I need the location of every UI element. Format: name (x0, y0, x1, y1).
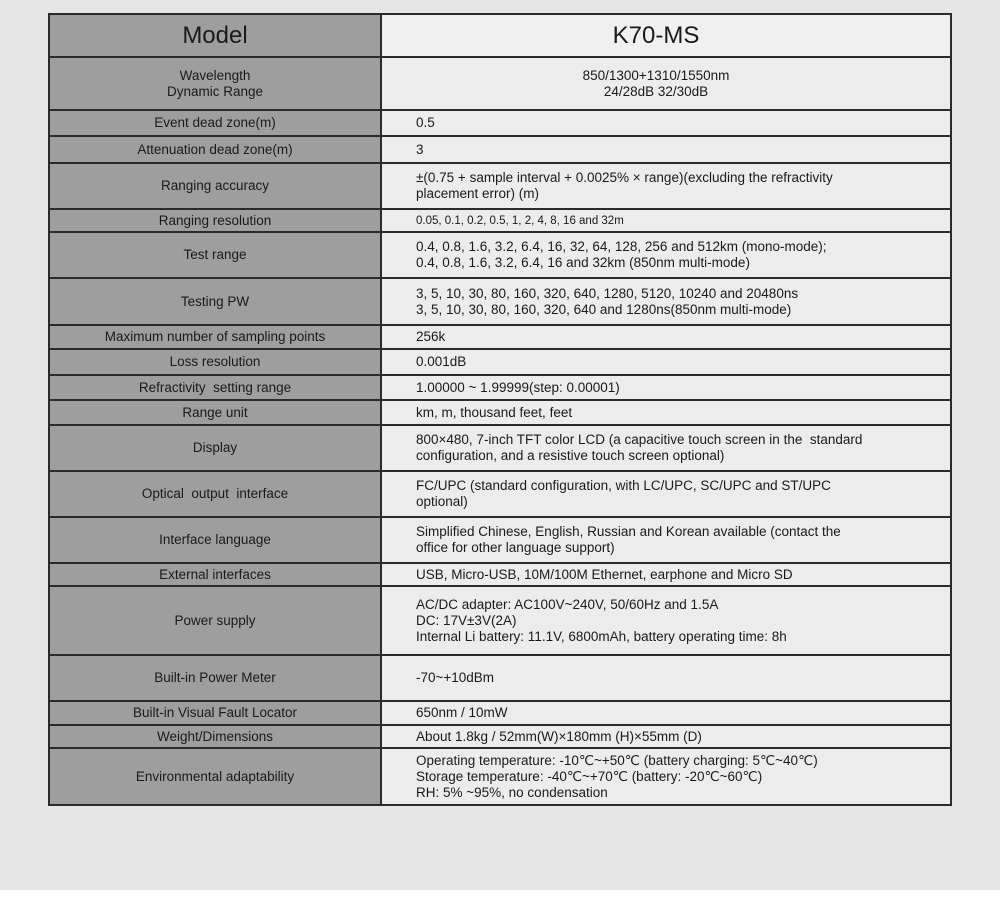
row-value (381, 375, 951, 400)
row-value (381, 209, 951, 232)
value-line: configuration, and a resistive touch screen optional) (416, 448, 725, 463)
row-value (381, 725, 951, 748)
value-line: 1.00000 ~ 1.99999(step: 0.00001) (416, 379, 620, 395)
row-label (49, 725, 381, 748)
value-line: Storage temperature: -40℃~+70℃ (battery: -20℃~60℃) (416, 768, 763, 784)
table-row (49, 701, 951, 725)
table-row (49, 425, 951, 471)
value-line: 0.4, 0.8, 1.6, 3.2, 6.4, 16, 32, 64, 128, 256 and 512km (mono-mode); (416, 239, 827, 254)
table-row (49, 655, 951, 701)
label-line: Optical output interface (141, 486, 289, 501)
label-line: Test range (183, 247, 247, 262)
row-value (381, 278, 951, 325)
value-line: 256k (416, 329, 446, 344)
label-line: Display (192, 440, 238, 455)
value-line: Simplified Chinese, English, Russian and Korean available (contact the (416, 524, 841, 539)
row-value (381, 232, 951, 278)
label-line: Weight/Dimensions (156, 728, 274, 744)
label-line: Wavelength (179, 67, 251, 83)
row-label (49, 748, 381, 805)
table-row (49, 163, 951, 209)
model-value: K70-MS (381, 14, 951, 57)
table-row (49, 110, 951, 136)
row-label (49, 563, 381, 586)
table-row (49, 725, 951, 748)
table-row (49, 375, 951, 400)
row-label (49, 110, 381, 136)
value-line: 0.4, 0.8, 1.6, 3.2, 6.4, 16 and 32km (850nm multi-mode) (416, 255, 750, 270)
value-line: 0.001dB (416, 354, 467, 369)
row-label (49, 163, 381, 209)
value-line: 800×480, 7-inch TFT color LCD (a capacitive touch screen in the standard (416, 432, 863, 447)
value-line: 650nm / 10mW (416, 705, 508, 720)
spec-table (48, 13, 952, 806)
row-label (49, 701, 381, 725)
label-line: Loss resolution (169, 354, 261, 369)
table-row (49, 400, 951, 425)
table-row (49, 278, 951, 325)
label-line: Maximum number of sampling points (104, 329, 326, 344)
label-line: Built-in Power Meter (154, 670, 276, 685)
row-value (381, 400, 951, 425)
model-label: Model (49, 14, 381, 57)
row-value (381, 701, 951, 725)
label-line: External interfaces (159, 566, 271, 582)
label-line: Built-in Visual Fault Locator (132, 705, 298, 720)
row-label (49, 655, 381, 701)
value-line: 3, 5, 10, 30, 80, 160, 320, 640, 1280, 5120, 10240 and 20480ns (416, 285, 799, 301)
value-line: USB, Micro-USB, 10M/100M Ethernet, earphone and Micro SD (416, 566, 793, 582)
value-line: RH: 5% ~95%, no condensation (416, 784, 608, 800)
value-line: About 1.8kg / 52mm(W)×180mm (H)×55mm (D) (416, 728, 702, 744)
label-line: Power supply (174, 612, 256, 628)
label-line: Testing PW (180, 293, 250, 309)
row-value (381, 586, 951, 655)
table-row (49, 471, 951, 517)
row-value (381, 57, 951, 110)
row-label (49, 278, 381, 325)
table-row (49, 232, 951, 278)
row-value (381, 110, 951, 136)
row-label (49, 586, 381, 655)
value-line: placement error) (m) (416, 186, 540, 201)
row-value (381, 655, 951, 701)
row-value (381, 517, 951, 563)
table-row (49, 209, 951, 232)
row-label (49, 232, 381, 278)
value-line: DC: 17V±3V(2A) (416, 612, 517, 628)
value-line: optional) (416, 494, 468, 509)
table-row (49, 586, 951, 655)
value-line: 24/28dB 32/30dB (603, 83, 709, 99)
row-value (381, 748, 951, 805)
value-line: FC/UPC (standard configuration, with LC/UPC, SC/UPC and ST/UPC (416, 478, 831, 493)
value-line: AC/DC adapter: AC100V~240V, 50/60Hz and 1.5A (416, 596, 719, 612)
table-row (49, 563, 951, 586)
value-line: ±(0.75 + sample interval + 0.0025% × range)(excluding the refractivity (416, 170, 833, 185)
value-line: 850/1300+1310/1550nm (582, 67, 730, 83)
table-row (49, 748, 951, 805)
label-line: Interface language (159, 532, 271, 547)
table-row (49, 57, 951, 110)
table-header-row (49, 14, 951, 57)
value-line: 3 (416, 141, 424, 157)
label-line: Environmental adaptability (135, 768, 295, 784)
value-line: office for other language support) (416, 540, 615, 555)
label-line: Refractivity setting range (138, 379, 292, 395)
row-label (49, 471, 381, 517)
value-line: Internal Li battery: 11.1V, 6800mAh, battery operating time: 8h (416, 628, 787, 644)
row-value (381, 563, 951, 586)
label-line: Ranging accuracy (160, 178, 270, 193)
row-label (49, 425, 381, 471)
row-label (49, 136, 381, 163)
row-label (49, 325, 381, 349)
row-value (381, 163, 951, 209)
table-row (49, 325, 951, 349)
value-line: 3, 5, 10, 30, 80, 160, 320, 640 and 1280ns(850nm multi-mode) (416, 301, 792, 317)
table-row (49, 136, 951, 163)
row-value (381, 471, 951, 517)
row-value (381, 349, 951, 375)
value-line: 0.5 (416, 115, 435, 130)
label-line: Event dead zone(m) (154, 115, 276, 130)
row-label (49, 400, 381, 425)
table-row (49, 349, 951, 375)
label-line: Range unit (182, 404, 248, 420)
row-label (49, 375, 381, 400)
label-line: Ranging resolution (158, 212, 272, 228)
row-value (381, 425, 951, 471)
row-label (49, 209, 381, 232)
value-line: 0.05, 0.1, 0.2, 0.5, 1, 2, 4, 8, 16 and 32m (416, 214, 624, 227)
row-label (49, 349, 381, 375)
row-label (49, 517, 381, 563)
value-line: km, m, thousand feet, feet (416, 404, 573, 420)
table-row (49, 517, 951, 563)
row-value (381, 136, 951, 163)
page-bottom-band (0, 890, 1000, 897)
label-line: Dynamic Range (166, 83, 264, 99)
row-label (49, 57, 381, 110)
row-value (381, 325, 951, 349)
value-line: -70~+10dBm (416, 670, 495, 685)
value-line: Operating temperature: -10℃~+50℃ (battery charging: 5℃~40℃) (416, 752, 818, 768)
label-line: Attenuation dead zone(m) (137, 141, 293, 157)
